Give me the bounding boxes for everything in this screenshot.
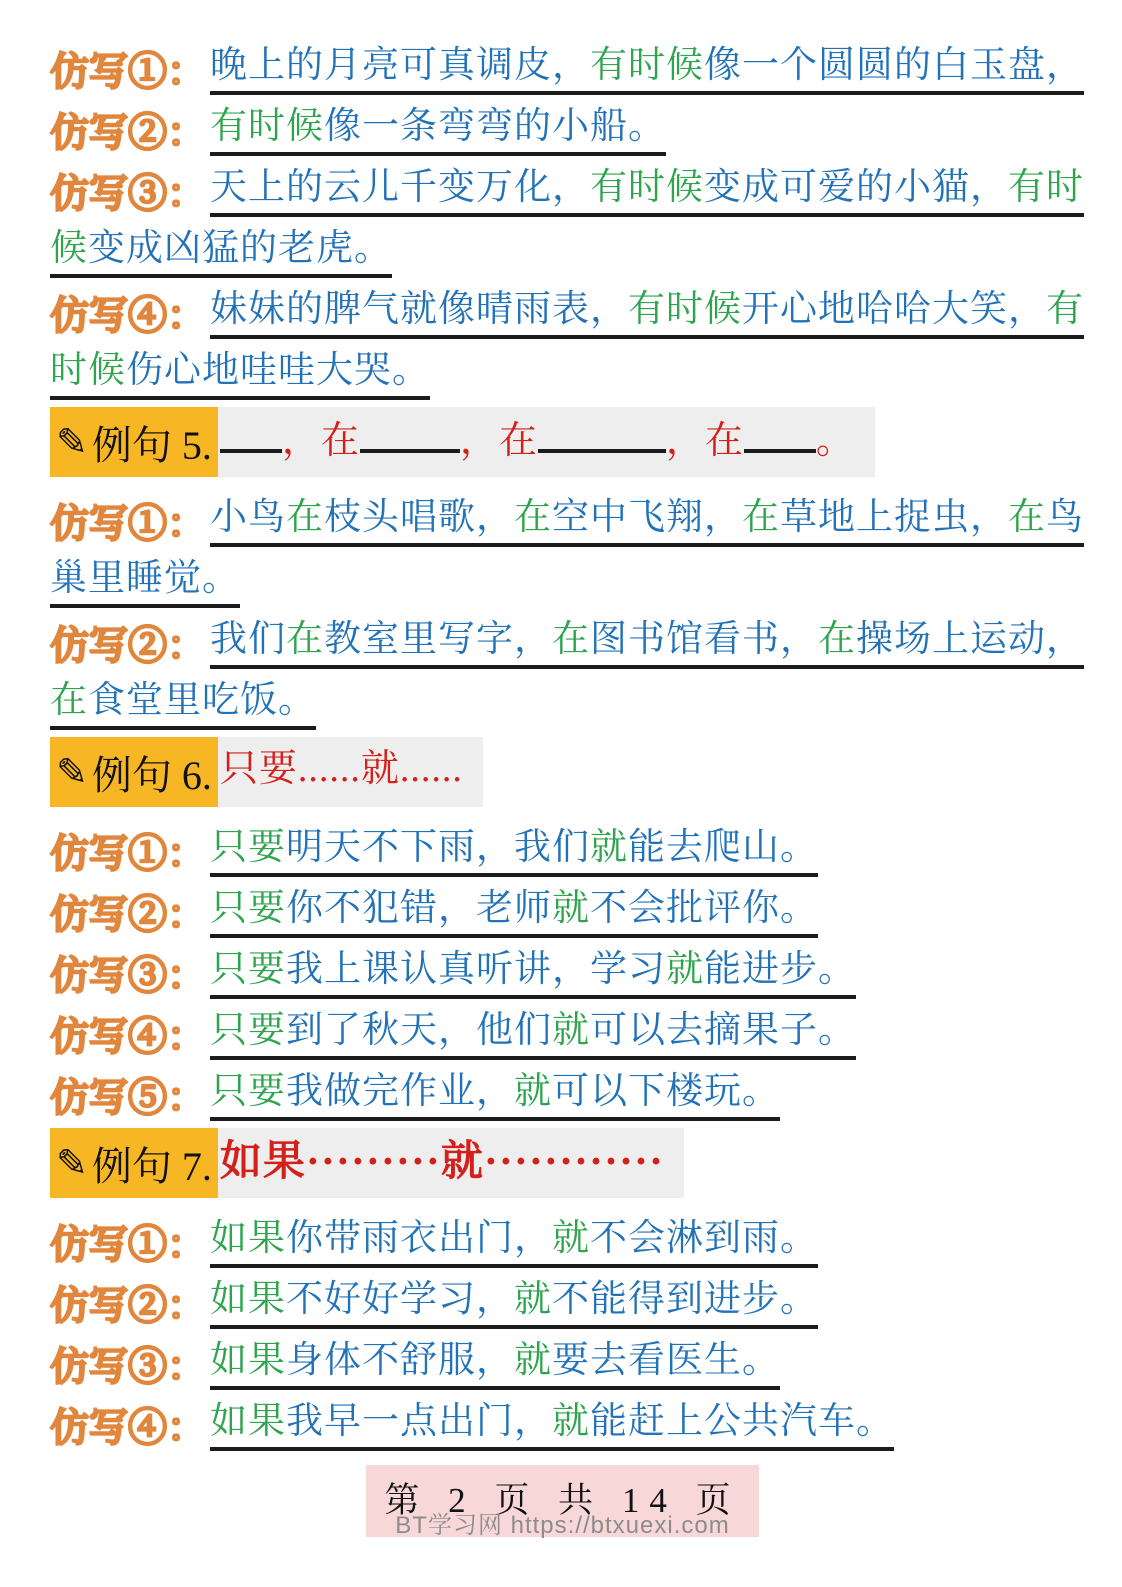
sentence-segment: 时候: [50, 349, 126, 391]
sentence-segment: 巢里睡觉。: [50, 557, 240, 599]
sentence: [210, 1278, 818, 1329]
imitation-label: 仿写②：: [50, 625, 207, 669]
sentence-segment: 有时候: [628, 288, 742, 330]
example-label-text: 例句 5.: [91, 422, 212, 468]
sentence-segment: 就: [552, 1009, 590, 1051]
sentence-segment: 我早一点出门，: [286, 1400, 552, 1442]
sentence-segment: 候: [50, 227, 88, 269]
pattern-text: 。: [815, 420, 855, 462]
sentence-segment: 在: [818, 618, 856, 660]
sentence: [50, 227, 392, 278]
sentence-segment: 就: [552, 1400, 590, 1442]
sentence: [210, 887, 818, 938]
sentence-segment: 可以下楼玩。: [552, 1070, 780, 1112]
imitation-label: 仿写③：: [50, 955, 207, 999]
sentence-segment: 能赶上公共汽车。: [590, 1400, 894, 1442]
sentence-segment: 教室里写字，: [324, 618, 552, 660]
fill-in-blank: [360, 407, 460, 453]
imitation-line: [50, 938, 1075, 999]
sentence-segment: 伤心地哇哇大哭。: [126, 349, 430, 391]
imitation-line: [50, 1268, 1075, 1329]
sentence-segment: 我做完作业，: [286, 1070, 514, 1112]
pencil-icon: ✎: [56, 751, 88, 794]
imitation-line: [50, 1390, 1075, 1451]
imitation-line: [50, 999, 1075, 1060]
sentence-segment: 不能得到进步。: [552, 1278, 818, 1320]
sentence-segment: 就: [514, 1339, 552, 1381]
sentence: [210, 618, 1084, 669]
imitation-label: 仿写③：: [50, 1346, 207, 1390]
sentence-segment: 明天不下雨，我们: [286, 826, 590, 868]
continuation-line: [50, 669, 1075, 730]
sentence: [210, 1009, 856, 1060]
exercise-rows: [50, 34, 1084, 1451]
sentence-segment: 有时: [1008, 166, 1084, 208]
pattern-text: ，在: [459, 420, 538, 462]
imitation-line: [50, 486, 1084, 547]
sentence-segment: 图书馆看书，: [590, 618, 818, 660]
sentence-segment: 到了秋天，他们: [286, 1009, 552, 1051]
imitation-label: 仿写②：: [50, 1285, 207, 1329]
example-label-text: 例句 7.: [91, 1143, 212, 1189]
pattern-text: 只要......就......: [219, 748, 463, 790]
sentence-segment: 有时候: [210, 105, 324, 147]
sentence: [210, 288, 1084, 339]
sentence-segment: 不会批评你。: [590, 887, 818, 929]
sentence: [50, 349, 430, 400]
sentence-segment: 如果: [210, 1278, 286, 1320]
sentence-segment: 就: [514, 1070, 552, 1112]
continuation-line: [50, 547, 1075, 608]
sentence-segment: 不会淋到雨。: [590, 1217, 818, 1259]
example-label: [50, 737, 218, 807]
sentence-segment: 只要: [210, 948, 286, 990]
imitation-line: [50, 278, 1084, 339]
sentence: [210, 105, 666, 156]
imitation-line: [50, 156, 1084, 217]
sentence-segment: 妹妹的脾气就像晴雨表，: [210, 288, 628, 330]
sentence-segment: 像一个圆圆的白玉盘，: [704, 44, 1084, 86]
sentence-segment: 可以去摘果子。: [590, 1009, 856, 1051]
sentence-segment: 在: [50, 679, 88, 721]
sentence: [210, 166, 1084, 217]
sentence-segment: 枝头唱歌，: [324, 496, 514, 538]
example-label: [50, 1128, 218, 1198]
imitation-label: 仿写②：: [50, 112, 207, 156]
sentence-segment: 只要: [210, 1009, 286, 1051]
sentence-segment: 变成凶猛的老虎。: [88, 227, 392, 269]
sentence-segment: 天上的云儿千变万化，: [210, 166, 590, 208]
imitation-label: 仿写①：: [50, 503, 207, 547]
sentence: [210, 1070, 780, 1121]
sentence-segment: 有时候: [590, 166, 704, 208]
sentence-segment: 变成可爱的小猫，: [704, 166, 1008, 208]
watermark-text: BT学习网 https://btxuexi.com: [395, 1512, 730, 1539]
example-label: [50, 407, 218, 477]
sentence-segment: 只要: [210, 826, 286, 868]
sentence-segment: 你带雨衣出门，: [286, 1217, 552, 1259]
pencil-icon: ✎: [56, 1142, 88, 1185]
example-pattern: [218, 407, 875, 477]
sentence-segment: 鸟: [1046, 496, 1084, 538]
sentence-segment: 就: [552, 1217, 590, 1259]
continuation-line: [50, 217, 1075, 278]
sentence-segment: 在: [514, 496, 552, 538]
sentence-segment: 操场上运动，: [856, 618, 1084, 660]
imitation-line: [50, 34, 1084, 95]
sentence-segment: 如果: [210, 1339, 286, 1381]
sentence-segment: 就: [552, 887, 590, 929]
sentence-segment: 在: [742, 496, 780, 538]
sentence: [210, 1217, 818, 1268]
sentence: [50, 557, 240, 608]
sentence-segment: 能进步。: [704, 948, 856, 990]
sentence-segment: 就: [666, 948, 704, 990]
sentence-segment: 要去看医生。: [552, 1339, 780, 1381]
sentence-segment: 如果: [210, 1217, 286, 1259]
example-label-text: 例句 6.: [91, 752, 212, 798]
sentence: [210, 826, 818, 877]
sentence-segment: 在: [286, 618, 324, 660]
continuation-line: [50, 339, 1075, 400]
sentence: [210, 44, 1084, 95]
imitation-label: 仿写①：: [50, 1224, 207, 1268]
example-pattern: [218, 737, 483, 807]
pattern-text: 如果·········就············: [219, 1139, 664, 1185]
sentence-segment: 就: [514, 1278, 552, 1320]
sentence-segment: 空中飞翔，: [552, 496, 742, 538]
page-number-badge: 第 2 页 共 14 页: [366, 1465, 758, 1537]
imitation-line: [50, 95, 1075, 156]
imitation-line: [50, 1207, 1075, 1268]
imitation-line: [50, 1329, 1075, 1390]
sentence: [210, 1400, 894, 1451]
pencil-icon: ✎: [56, 421, 88, 464]
example-line: [50, 407, 1075, 477]
imitation-line: [50, 608, 1084, 669]
sentence-segment: 开心地哈哈大笑，: [742, 288, 1046, 330]
example-line: [50, 737, 1075, 807]
sentence: [210, 496, 1084, 547]
imitation-label: 仿写②：: [50, 894, 207, 938]
imitation-line: [50, 816, 1075, 877]
imitation-label: 仿写④：: [50, 1016, 207, 1060]
imitation-label: 仿写④：: [50, 295, 207, 339]
sentence-segment: 有: [1046, 288, 1084, 330]
imitation-label: 仿写①：: [50, 833, 207, 877]
pattern-text: ，在: [281, 420, 360, 462]
fill-in-blank: [538, 407, 666, 453]
sentence-segment: 我上课认真听讲，学习: [286, 948, 666, 990]
imitation-line: [50, 1060, 1075, 1121]
sentence: [210, 1339, 780, 1390]
sentence-segment: 像一条弯弯的小船。: [324, 105, 666, 147]
sentence-segment: 在: [552, 618, 590, 660]
sentence-segment: 小鸟: [210, 496, 286, 538]
sentence-segment: 只要: [210, 1070, 286, 1112]
sentence-segment: 草地上捉虫，: [780, 496, 1008, 538]
sentence-segment: 在: [1008, 496, 1046, 538]
page-footer: [50, 1465, 1075, 1537]
imitation-label: 仿写⑤：: [50, 1077, 207, 1121]
fill-in-blank: [744, 407, 816, 453]
sentence-segment: 能去爬山。: [628, 826, 818, 868]
imitation-line: [50, 877, 1075, 938]
sentence: [210, 948, 856, 999]
sentence-segment: 身体不舒服，: [286, 1339, 514, 1381]
sentence: [50, 679, 316, 730]
sentence-segment: 有时候: [590, 44, 704, 86]
sentence-segment: 食堂里吃饭。: [88, 679, 316, 721]
example-line: [50, 1128, 1075, 1198]
sentence-segment: 我们: [210, 618, 286, 660]
sentence-segment: 就: [590, 826, 628, 868]
sentence-segment: 不好好学习，: [286, 1278, 514, 1320]
sentence-segment: 你不犯错，老师: [286, 887, 552, 929]
pattern-text: ，在: [665, 420, 744, 462]
fill-in-blank: [220, 407, 282, 453]
sentence-segment: 只要: [210, 887, 286, 929]
example-pattern: [218, 1128, 684, 1198]
sentence-segment: 如果: [210, 1400, 286, 1442]
imitation-label: 仿写③：: [50, 173, 207, 217]
imitation-label: 仿写④：: [50, 1407, 207, 1451]
imitation-label: 仿写①：: [50, 51, 207, 95]
sentence-segment: 在: [286, 496, 324, 538]
sentence-segment: 晚上的月亮可真调皮，: [210, 44, 590, 86]
